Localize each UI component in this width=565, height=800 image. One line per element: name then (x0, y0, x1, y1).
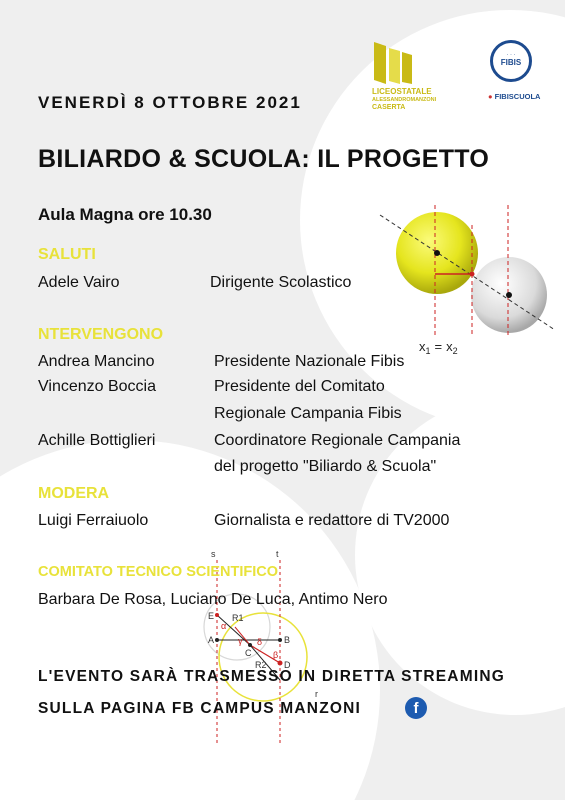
liceo-logo-text (372, 88, 436, 112)
speaker-name: Andrea Mancino (38, 353, 155, 370)
speaker-role: Coordinatore Regionale Campania (214, 432, 461, 449)
label-B: B (284, 635, 291, 645)
label-s: s (211, 549, 216, 559)
saluti-role: Dirigente Scolastico (210, 274, 352, 291)
label-beta: β (273, 650, 279, 660)
label-t: t (276, 549, 279, 559)
fibiscuola-logo (488, 92, 540, 101)
liceo-logo-icon (372, 40, 422, 90)
speaker-name: Achille Bottiglieri (38, 432, 156, 449)
label-R1: R1 (232, 613, 244, 623)
label-C: C (245, 648, 252, 658)
liceo-line2: ALESSANDROMANZONI (372, 97, 437, 103)
fibiscuola-label: FIBISCUOLA (494, 92, 541, 101)
label-alpha: α (221, 621, 227, 631)
label-x2-sub: 2 (452, 346, 458, 355)
label-x1-sub: 1 (425, 346, 431, 355)
intervengono-heading: NTERVENGONO (38, 326, 164, 343)
event-title: BILIARDO & SCUOLA: IL PROGETTO (38, 145, 490, 173)
label-D: D (284, 660, 291, 670)
moderator-name: Luigi Ferraiuolo (38, 512, 149, 529)
saluti-name: Adele Vairo (38, 274, 120, 291)
speaker-name: Vincenzo Boccia (38, 378, 156, 395)
facebook-icon[interactable]: f (405, 697, 427, 719)
liceo-line3: CASERTA (372, 104, 406, 111)
label-A: A (208, 635, 215, 645)
label-E: E (208, 611, 215, 621)
speaker-role: Presidente Nazionale Fibis (214, 353, 405, 370)
speaker-role-line2: del progetto "Biliardo & Scuola" (214, 458, 437, 475)
label-x1: x (419, 339, 426, 354)
modera-heading: MODERA (38, 485, 110, 502)
streaming-line2: SULLA PAGINA FB CAMPUS MANZONI (38, 700, 362, 717)
svg-text:x1=x2 (419, 339, 458, 355)
label-eq: = (434, 339, 443, 354)
saluti-heading: SALUTI (38, 246, 96, 263)
streaming-line1: L'EVENTO SARÀ TRASMESSO IN DIRETTA STREAMING (38, 668, 505, 685)
comitato-members: Barbara De Rosa, Luciano De Luca, Antimo Nero (38, 591, 388, 608)
speaker-role-line2: Regionale Campania Fibis (214, 405, 402, 422)
speaker-role: Presidente del Comitato (214, 378, 385, 395)
label-delta: δ (257, 637, 263, 647)
event-venue: Aula Magna ore 10.30 (38, 205, 212, 224)
fibis-badge-icon: · · · FIBIS (490, 40, 532, 82)
fibiscuola-icon: ● (488, 92, 493, 101)
label-R2: R2 (255, 660, 267, 670)
liceo-line1: LICEOSTATALE (372, 87, 432, 96)
label-x2: x (446, 339, 453, 354)
fibis-badge-text: FIBIS (500, 58, 522, 67)
event-date: VENERDÌ 8 OTTOBRE 2021 (38, 93, 302, 112)
label-r: r (315, 689, 318, 699)
moderator-role: Giornalista e redattore di TV2000 (214, 512, 450, 529)
comitato-heading: COMITATO TECNICO SCIENTIFICO (38, 564, 279, 580)
label-gamma: γ (238, 636, 243, 646)
billiard-collision-diagram (375, 205, 560, 355)
